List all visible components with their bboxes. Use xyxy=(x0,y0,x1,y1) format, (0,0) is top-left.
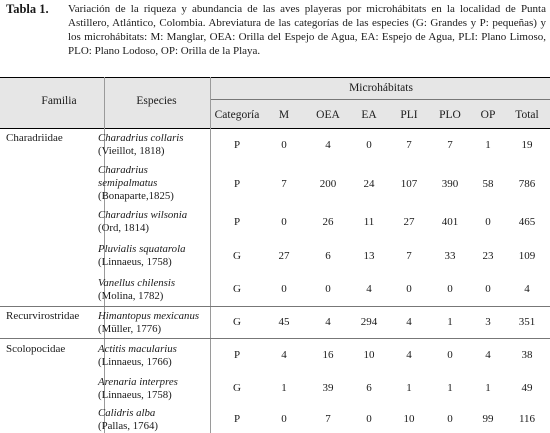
category-cell: P xyxy=(233,216,241,228)
header-microhabitats: Microhábitats xyxy=(349,82,413,94)
caption-label: Tabla 1. xyxy=(6,2,49,16)
value-op: 3 xyxy=(485,316,491,328)
species-author: (Pallas, 1764) xyxy=(98,420,158,432)
species-name: Calidris alba xyxy=(98,407,156,419)
value-m: 0 xyxy=(281,413,287,425)
species-author: (Linnaeus, 1758) xyxy=(98,256,172,268)
species-author: (Linnaeus, 1758) xyxy=(98,389,172,401)
value-total: 19 xyxy=(521,139,533,151)
value-pli: 27 xyxy=(403,216,415,228)
caption-text: Variación de la riqueza y abundancia de las aves playeras por microhábitats en la localidad de Punta Astillero, Atlántico, Colombia. Abreviatura de las categorías de las especies (G: Grandes y P: pequeñas) y los microhábitats: M: Manglar, OEA: Orilla del Espejo de Agua, EA: Espejo de Agua, PLI: Plano Limoso, PLO: Plano Lodoso, OP: Orilla de la Playa. xyxy=(68,3,546,57)
value-op: 1 xyxy=(485,139,491,151)
table-row xyxy=(0,275,550,303)
value-total: 465 xyxy=(518,216,536,228)
value-oea: 4 xyxy=(325,139,331,151)
value-oea: 26 xyxy=(322,216,334,228)
family-cell: Scolopocidae xyxy=(6,343,66,355)
value-plo: 33 xyxy=(444,250,456,262)
value-ea: 0 xyxy=(366,413,372,425)
value-pli: 7 xyxy=(406,250,412,262)
value-plo: 0 xyxy=(447,413,453,425)
value-oea: 200 xyxy=(319,178,337,190)
value-m: 7 xyxy=(281,178,287,190)
value-ea: 0 xyxy=(366,139,372,151)
species-cell xyxy=(98,310,210,336)
species-cell xyxy=(98,243,208,269)
value-oea: 0 xyxy=(325,283,331,295)
header-m: M xyxy=(278,109,290,121)
header-plo: PLO xyxy=(439,109,461,121)
value-m: 0 xyxy=(281,216,287,228)
value-total: 116 xyxy=(518,413,536,425)
header-oea: OEA xyxy=(316,109,340,121)
value-m: 1 xyxy=(281,382,287,394)
species-name: Himantopus mexicanus xyxy=(98,310,200,322)
category-cell: G xyxy=(233,283,241,295)
value-pli: 4 xyxy=(406,316,412,328)
value-m: 45 xyxy=(278,316,290,328)
value-total: 4 xyxy=(524,283,530,295)
species-name: Charadrius semipalmatus xyxy=(98,164,158,189)
family-cell: Charadriidae xyxy=(6,132,63,144)
value-pli: 107 xyxy=(400,178,418,190)
value-pli: 4 xyxy=(406,349,412,361)
value-oea: 6 xyxy=(325,250,331,262)
value-ea: 10 xyxy=(363,349,375,361)
value-plo: 1 xyxy=(447,316,453,328)
value-op: 0 xyxy=(485,216,491,228)
value-pli: 10 xyxy=(403,413,415,425)
value-oea: 7 xyxy=(325,413,331,425)
species-cell xyxy=(98,376,208,402)
table-header xyxy=(0,77,550,129)
category-cell: P xyxy=(233,178,241,190)
value-ea: 4 xyxy=(366,283,372,295)
species-cell xyxy=(98,343,208,369)
table-row xyxy=(0,241,550,271)
header-categoria: Categoría xyxy=(214,109,260,121)
species-name: Vanellus chilensis xyxy=(98,277,176,289)
value-ea: 13 xyxy=(363,250,375,262)
value-ea: 6 xyxy=(366,382,372,394)
value-oea: 39 xyxy=(322,382,334,394)
header-familia: Familia xyxy=(41,95,77,107)
category-cell: G xyxy=(233,382,241,394)
species-cell xyxy=(98,407,208,433)
table-row xyxy=(0,207,550,237)
value-plo: 401 xyxy=(441,216,459,228)
value-m: 4 xyxy=(281,349,287,361)
value-total: 109 xyxy=(518,250,536,262)
header-ea: EA xyxy=(361,109,377,121)
value-op: 1 xyxy=(485,382,491,394)
header-especies: Especies xyxy=(136,95,177,107)
table-row xyxy=(0,374,550,402)
species-author: (Molina, 1782) xyxy=(98,290,164,302)
species-name: Charadrius collaris xyxy=(98,132,184,144)
species-name: Pluvialis squatarola xyxy=(98,243,186,255)
value-m: 27 xyxy=(278,250,290,262)
category-cell: P xyxy=(233,139,241,151)
species-cell xyxy=(98,209,208,235)
value-op: 23 xyxy=(482,250,494,262)
category-cell: P xyxy=(233,413,241,425)
table-row xyxy=(0,405,550,433)
header-op: OP xyxy=(480,109,496,121)
value-ea: 24 xyxy=(363,178,375,190)
table-row xyxy=(0,341,550,369)
species-name: Arenaria interpres xyxy=(98,376,178,388)
value-op: 0 xyxy=(485,283,491,295)
species-cell xyxy=(98,132,208,158)
value-total: 351 xyxy=(518,316,536,328)
value-op: 99 xyxy=(482,413,494,425)
species-author: (Bonaparte,1825) xyxy=(98,190,174,202)
value-m: 0 xyxy=(281,139,287,151)
table-row xyxy=(0,130,550,158)
value-plo: 0 xyxy=(447,283,453,295)
value-plo: 0 xyxy=(447,349,453,361)
category-cell: G xyxy=(233,316,241,328)
value-pli: 1 xyxy=(406,382,412,394)
value-pli: 7 xyxy=(406,139,412,151)
species-cell xyxy=(98,164,208,203)
value-ea: 294 xyxy=(360,316,378,328)
value-total: 49 xyxy=(521,382,533,394)
category-cell: G xyxy=(233,250,241,262)
value-ea: 11 xyxy=(363,216,375,228)
table-row xyxy=(0,161,550,203)
value-total: 786 xyxy=(518,178,536,190)
value-total: 38 xyxy=(521,349,533,361)
header-total: Total xyxy=(515,109,539,121)
value-plo: 7 xyxy=(447,139,453,151)
species-author: (Vieillot, 1818) xyxy=(98,145,165,157)
value-op: 58 xyxy=(482,178,494,190)
category-cell: P xyxy=(233,349,241,361)
species-author: (Ord, 1814) xyxy=(98,222,149,234)
species-author: (Linnaeus, 1766) xyxy=(98,356,172,368)
value-oea: 4 xyxy=(325,316,331,328)
value-plo: 390 xyxy=(441,178,459,190)
value-m: 0 xyxy=(281,283,287,295)
value-op: 4 xyxy=(485,349,491,361)
species-name: Actitis macularius xyxy=(98,343,177,355)
value-oea: 16 xyxy=(322,349,334,361)
value-plo: 1 xyxy=(447,382,453,394)
species-cell xyxy=(98,277,208,303)
species-author: (Müller, 1776) xyxy=(98,323,162,335)
family-cell: Recurvirostridae xyxy=(6,310,80,322)
species-name: Charadrius wilsonia xyxy=(98,209,188,221)
header-pli: PLI xyxy=(400,109,418,121)
value-pli: 0 xyxy=(406,283,412,295)
table-row xyxy=(0,308,550,336)
